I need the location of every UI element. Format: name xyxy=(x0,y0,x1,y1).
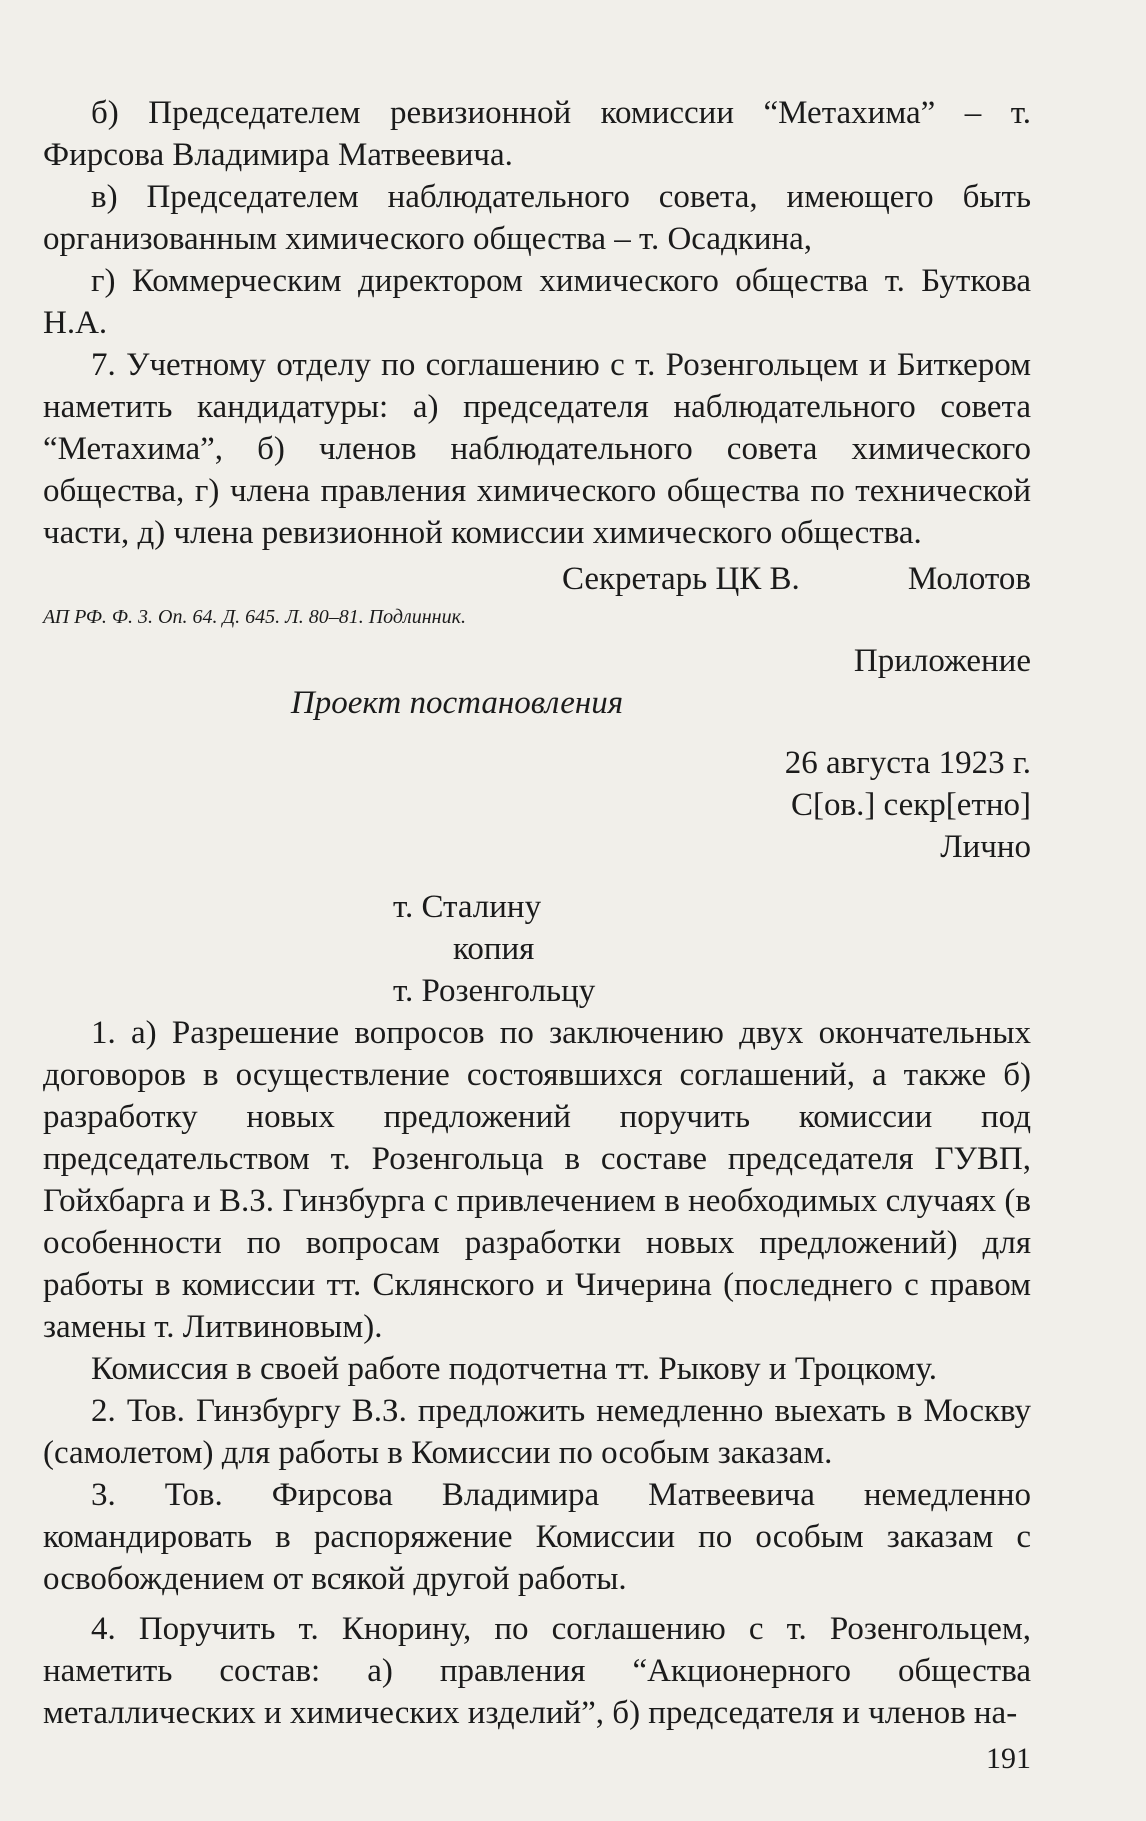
signature-name: Молотов xyxy=(907,561,1031,597)
paragraph-7: 7. Учетному отделу по соглашению с т. Розенгольцем и Биткером наметить кандидатуры: а) председателя наблюдательного совета “Метахима”, б) членов наблюдательного совета химического общества, г) члена правления химического общества по технической части, д) члена ревизионной комиссии химического общества. xyxy=(43,347,1031,551)
item-4: 4. Поручить т. Кнорину, по соглашению с т. Розенгольцем, наметить состав: а) правления “Акционерного общества металлических и химических изделий”, б) председателя и членов на- xyxy=(43,1611,1031,1731)
item-1-note: Комиссия в своей работе подотчетна тт. Рыкову и Троцкому. xyxy=(91,1351,937,1387)
copy-recipient: т. Розенгольцу xyxy=(393,973,596,1009)
classification-stamp: С[ов.] секр[етно] xyxy=(790,787,1031,823)
paragraph-b: б) Председателем ревизионной комиссии “Метахима” – т. Фирсова Владимира Матвеевича. xyxy=(43,95,1031,173)
personal-mark: Лично xyxy=(940,829,1031,865)
item-1: 1. а) Разрешение вопросов по заключению двух окончательных договоров в осуществление состоявшихся соглашений, а также б) разработку новых предложений поручить комиссии под председательством т. Розенгольца в составе председателя ГУВП, Гойхбарга и В.З. Гинзбурга с привлечением в необходимых случаях (в особенности по вопросам разработки новых предложений) для работы в комиссии тт. Склянского и Чичерина (последнего с правом замены т. Литвиновым). xyxy=(43,1015,1031,1345)
paragraph-g: г) Коммерческим директором химического общества т. Буткова Н.А. xyxy=(43,263,1031,341)
page-number: 191 xyxy=(986,1742,1031,1775)
signature-line xyxy=(43,558,1031,600)
item-2: 2. Тов. Гинзбургу В.З. предложить немедленно выехать в Москву (самолетом) для работы в Комиссии по особым заказам. xyxy=(43,1393,1031,1471)
addressee: т. Сталину xyxy=(393,889,542,925)
page-text xyxy=(43,92,1031,1734)
copy-label: копия xyxy=(453,931,535,967)
document-title: Проект постановления xyxy=(290,685,624,721)
archive-source: АП РФ. Ф. 3. Оп. 64. Д. 645. Л. 80–81. Подлинник. xyxy=(43,606,466,628)
signature-role: Секретарь ЦК В. xyxy=(561,561,800,597)
item-3: 3. Тов. Фирсова Владимира Матвеевича немедленно командировать в распоряжение Комиссии по особым заказам с освобождением от всякой другой работы. xyxy=(43,1477,1031,1597)
document-date: 26 августа 1923 г. xyxy=(784,745,1031,781)
appendix-label: Приложение xyxy=(853,643,1031,679)
paragraph-v: в) Председателем наблюдательного совета, имеющего быть организованным химического общества – т. Осадкина, xyxy=(43,179,1031,257)
